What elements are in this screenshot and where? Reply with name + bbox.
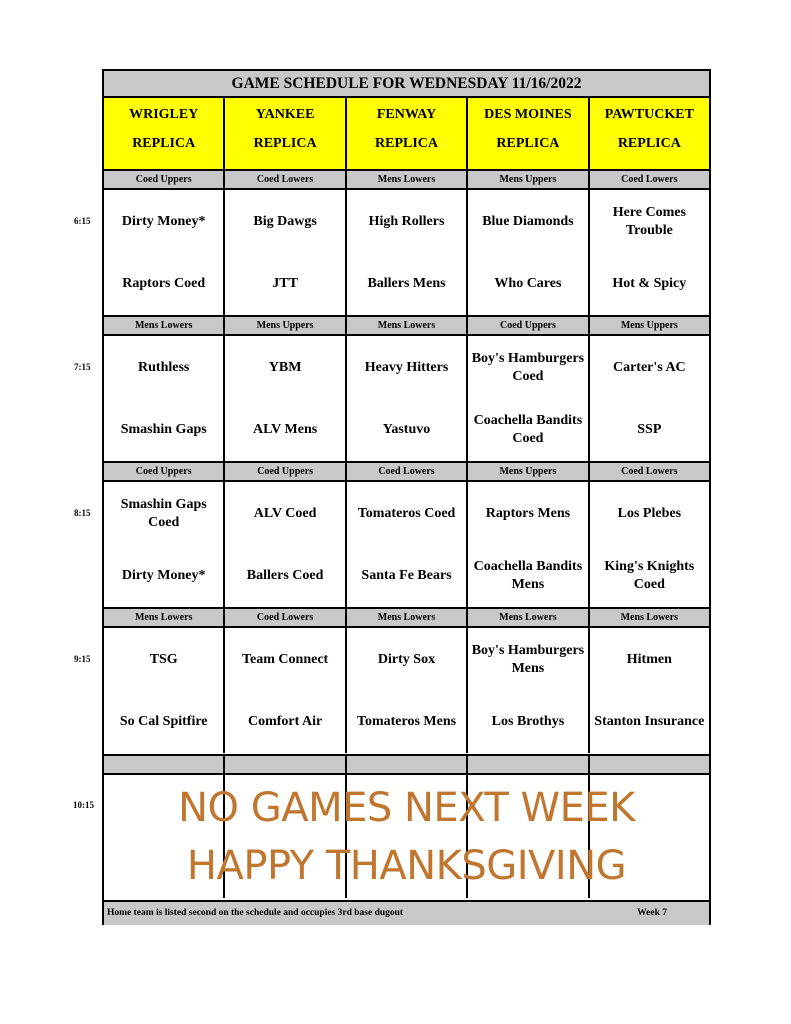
division-label: Coed Lowers [347,463,468,480]
division-label: Mens Lowers [104,317,225,334]
away-team: Here Comes Trouble [612,205,686,238]
division-label: Coed Lowers [621,466,678,477]
division-row [104,461,709,482]
field-header [590,98,709,169]
banner-line-1: NO GAMES NEXT WEEK [178,785,635,831]
field-type: REPLICA [617,136,681,151]
away-team: Boy's Hamburgers Mens [471,643,585,676]
away-team: Smashin Gaps Coed [120,497,207,530]
division-label: Mens Lowers [104,609,225,626]
away-team: Heavy Hitters [364,360,449,375]
division-row [104,315,709,336]
away-team: Ruthless [138,360,190,375]
field-name: PAWTUCKET [604,107,694,122]
division-row [104,607,709,628]
field-header [468,98,589,169]
home-team: Ballers Coed [246,567,324,583]
game-cell [468,628,589,753]
division-label: Mens Lowers [347,171,468,188]
away-team: Raptors Mens [485,506,571,521]
field-header [225,98,346,169]
division-label: Mens Lowers [347,317,468,334]
away-team: Carter's AC [612,360,686,375]
division-label: Coed Uppers [104,463,225,480]
away-team: Hitmen [626,652,672,667]
away-team: High Rollers [368,214,445,229]
division-cell [225,756,346,773]
division-row [104,169,709,190]
games-row [104,482,709,607]
footer [104,900,709,925]
game-cell [104,628,225,753]
games-row [104,628,709,753]
home-team: Yastuvo [382,421,431,437]
home-team: Smashin Gaps [120,421,207,437]
division-cell [468,756,589,773]
division-label: Coed Uppers [468,317,589,334]
banner-line-2: HAPPY THANKSGIVING [186,843,627,889]
away-team: TSG [149,652,178,667]
home-team: Comfort Air [247,713,323,729]
home-team: So Cal Spitfire [119,713,208,729]
home-team: Dirty Money* [121,567,206,583]
field-type: REPLICA [253,136,317,151]
slot-time: 8:15 [74,508,91,518]
division-label: Coed Lowers [621,174,678,185]
game-cell [468,773,589,898]
game-cell [104,482,225,607]
away-team: Los Plebes [617,506,682,521]
home-team: Stanton Insurance [594,713,705,729]
games-row [104,190,709,315]
game-cell [590,482,709,607]
week-label: Week 7 [637,908,667,918]
home-team: Coachella Bandits Coed [473,412,583,446]
home-team: Tomateros Mens [356,713,457,729]
away-team: Dirty Money* [121,214,206,229]
field-header [347,98,468,169]
field-type: REPLICA [132,136,196,151]
home-team: ALV Mens [253,421,318,437]
division-row-empty [104,754,709,775]
game-cell [590,190,709,315]
game-cell [347,773,468,898]
division-label: Coed Uppers [104,171,225,188]
slot-time: 10:15 [73,800,94,810]
away-team: Blue Diamonds [482,214,574,229]
game-cell [225,773,346,898]
division-label: Mens Uppers [468,171,589,188]
game-cell [590,628,709,753]
division-cell [590,756,709,773]
footer-note: Home team is listed second on the schedule and occupies 3rd base dugout [107,908,404,918]
game-cell [347,336,468,461]
away-team: Tomateros Coed [357,506,456,521]
field-name: WRIGLEY [129,107,199,122]
home-team: Coachella Bandits Mens [473,558,583,592]
home-team: JTT [272,275,298,291]
field-name: DES MOINES [484,107,572,122]
game-cell [347,482,468,607]
field-name: YANKEE [255,107,315,122]
game-cell [468,190,589,315]
away-team: Dirty Sox [377,652,436,667]
division-label: Mens Uppers [468,463,589,480]
game-cell [347,190,468,315]
division-label: Mens Uppers [620,320,678,331]
schedule-sheet [102,69,711,925]
field-header [104,98,225,169]
game-cell [590,336,709,461]
game-cell [104,336,225,461]
game-cell [104,190,225,315]
game-cell [104,773,225,898]
division-label: Mens Lowers [347,609,468,626]
home-team: Santa Fe Bears [361,567,452,583]
empty-game-row [104,773,709,898]
game-cell [225,190,346,315]
games-row [104,336,709,461]
home-team: Ballers Mens [367,275,446,291]
field-type: REPLICA [375,136,439,151]
division-cell [104,756,225,773]
page-title: GAME SCHEDULE FOR WEDNESDAY 11/16/2022 [104,71,709,98]
slot-time: 7:15 [74,362,91,372]
game-cell [225,482,346,607]
home-team: Hot & Spicy [612,275,687,291]
game-cell [347,628,468,753]
division-label: Mens Lowers [468,609,589,626]
division-label: Coed Uppers [225,463,346,480]
division-label: Coed Lowers [225,609,346,626]
division-label: Mens Lowers [620,612,679,623]
game-cell [468,336,589,461]
field-name: FENWAY [376,107,437,122]
away-team: Big Dawgs [253,214,317,229]
division-label: Mens Uppers [225,317,346,334]
away-team: Team Connect [242,652,329,667]
home-team: King's Knights Coed [604,558,695,592]
home-team: Who Cares [494,275,562,291]
game-cell [225,628,346,753]
field-header-row [104,98,709,169]
division-cell [347,756,468,773]
slot-time: 9:15 [74,654,91,664]
division-label: Coed Lowers [225,171,346,188]
home-team: Los Brothys [491,713,565,729]
away-team: YBM [268,360,302,375]
field-type: REPLICA [496,136,560,151]
game-cell [468,482,589,607]
slot-time: 6:15 [74,216,91,226]
away-team: Boy's Hamburgers Coed [471,351,585,384]
home-team: Raptors Coed [122,275,206,291]
game-cell [590,773,709,898]
away-team: ALV Coed [253,506,317,521]
home-team: SSP [637,421,662,437]
game-cell [225,336,346,461]
